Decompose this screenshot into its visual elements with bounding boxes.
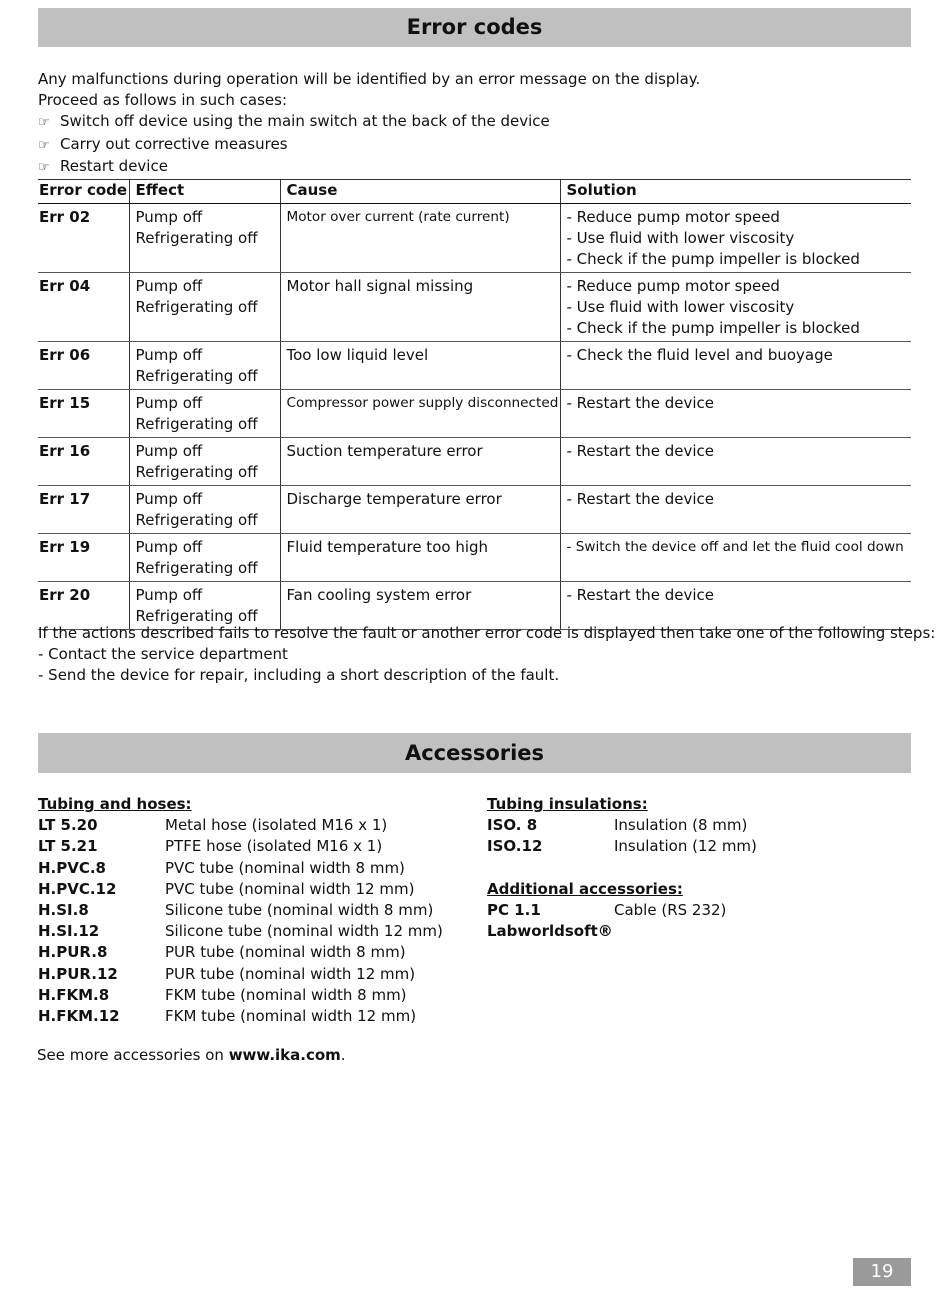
accessory-description: PTFE hose (isolated M16 x 1) (165, 837, 383, 856)
effect-cell (129, 390, 280, 438)
table-row (38, 486, 911, 534)
accessory-description: Insulation (8 mm) (614, 816, 748, 835)
step-text: Restart device (60, 156, 168, 175)
accessory-item (38, 858, 443, 879)
error-code-cell: Err 17 (38, 486, 129, 534)
cell-line: Pump off (135, 277, 203, 295)
table-row (38, 534, 911, 582)
accessory-code: LT 5.20 (38, 816, 98, 835)
see-more-text: See more accessories on (37, 1046, 229, 1064)
cell-line: Refrigerating off (135, 511, 258, 529)
cell-line: Pump off (135, 442, 203, 460)
cell-line: Refrigerating off (135, 607, 258, 625)
cell-line: Refrigerating off (135, 415, 258, 433)
accessory-item (38, 921, 443, 942)
accessory-description: FKM tube (nominal width 8 mm) (165, 985, 407, 1004)
see-more (37, 1045, 346, 1066)
additional-heading: Additional accessories: (487, 879, 683, 898)
effect-cell (129, 342, 280, 390)
cause-cell: Too low liquid level (280, 342, 560, 390)
section-title-accessories: Accessories (38, 733, 911, 773)
cell-line: - Reduce pump motor speed (566, 208, 780, 226)
accessory-item (38, 836, 443, 857)
step-item (38, 134, 700, 156)
cell-line: Pump off (135, 490, 203, 508)
cell-line: - Check the fluid level and buoyage (566, 346, 833, 364)
step-item (38, 111, 700, 133)
error-intro (38, 69, 700, 178)
accessory-item (38, 815, 443, 836)
cause-cell: Fluid temperature too high (280, 534, 560, 582)
cell-line: - Restart the device (566, 442, 715, 460)
accessory-item (487, 900, 757, 921)
header-error-code: Error code (38, 180, 129, 204)
cell-line: - Switch the device off and let the fluid cool down (566, 539, 904, 555)
cell-line: - Restart the device (566, 586, 715, 604)
accessory-item (38, 879, 443, 900)
pointing-hand-icon: ☞ (38, 115, 50, 131)
cell-line: Refrigerating off (135, 298, 258, 316)
solution-cell (560, 342, 911, 390)
accessory-item (38, 942, 443, 963)
accessory-description: PVC tube (nominal width 12 mm) (165, 879, 415, 898)
solution-cell (560, 486, 911, 534)
accessory-item (38, 1006, 443, 1027)
error-code-cell: Err 06 (38, 342, 129, 390)
effect-cell (129, 438, 280, 486)
accessory-code: Labworldsoft® (487, 922, 613, 941)
table-row (38, 204, 911, 273)
cell-line: - Use fluid with lower viscosity (566, 298, 795, 316)
accessory-item (38, 985, 443, 1006)
cell-line: - Restart the device (566, 394, 715, 412)
cell-line: - Restart the device (566, 490, 715, 508)
solution-cell (560, 273, 911, 342)
after-line: If the actions described fails to resolve the fault or another error code is displayed then take one of the following steps: (38, 624, 936, 642)
accessory-code: H.SI.12 (38, 922, 100, 941)
accessory-code: H.FKM.12 (38, 1007, 120, 1026)
cell-line: - Reduce pump motor speed (566, 277, 780, 295)
cause-cell: Motor over current (rate current) (280, 204, 560, 273)
accessory-description: Silicone tube (nominal width 12 mm) (165, 922, 443, 941)
accessory-description: FKM tube (nominal width 12 mm) (165, 1007, 417, 1026)
after-text (38, 623, 935, 687)
error-code-table (38, 179, 911, 630)
cell-line: Pump off (135, 394, 203, 412)
accessory-code: ISO. 8 (487, 816, 538, 835)
cause-cell: Discharge temperature error (280, 486, 560, 534)
cause-cell: Suction temperature error (280, 438, 560, 486)
cause-cell: Motor hall signal missing (280, 273, 560, 342)
insulation-heading: Tubing insulations: (487, 795, 648, 813)
accessory-description: Metal hose (isolated M16 x 1) (165, 816, 388, 835)
solution-cell (560, 534, 911, 582)
step-text: Switch off device using the main switch at the back of the device (60, 112, 550, 131)
section-title-error-codes: Error codes (38, 8, 911, 47)
step-text: Carry out corrective measures (60, 134, 288, 153)
cause-cell: Fan cooling system error (280, 582, 560, 630)
cell-line: - Check if the pump impeller is blocked (566, 250, 860, 268)
accessory-code: H.PVC.12 (38, 879, 117, 898)
accessory-item (38, 964, 443, 985)
header-solution: Solution (560, 180, 911, 204)
accessory-description: PVC tube (nominal width 8 mm) (165, 858, 405, 877)
accessory-code: ISO.12 (487, 837, 543, 856)
error-code-cell: Err 02 (38, 204, 129, 273)
accessory-code: H.FKM.8 (38, 985, 110, 1004)
accessory-description: Cable (RS 232) (614, 900, 727, 919)
insulation-list (487, 794, 757, 942)
cell-line: Refrigerating off (135, 229, 258, 247)
error-code-cell: Err 04 (38, 273, 129, 342)
accessory-code: H.PUR.12 (38, 964, 118, 983)
cell-line: Refrigerating off (135, 463, 258, 481)
accessory-description: PUR tube (nominal width 8 mm) (165, 943, 406, 962)
header-effect: Effect (129, 180, 280, 204)
accessory-description: Silicone tube (nominal width 8 mm) (165, 901, 434, 920)
header-cause: Cause (280, 180, 560, 204)
accessory-item (487, 921, 757, 942)
pointing-hand-icon: ☞ (38, 159, 50, 175)
error-code-cell: Err 16 (38, 438, 129, 486)
after-line: - Contact the service department (38, 645, 288, 664)
effect-cell (129, 486, 280, 534)
cell-line: - Use fluid with lower viscosity (566, 229, 795, 247)
solution-cell (560, 390, 911, 438)
cell-line: Pump off (135, 586, 203, 604)
cell-line: Pump off (135, 538, 203, 556)
error-code-cell: Err 20 (38, 582, 129, 630)
tubing-list (38, 794, 443, 1027)
cause-cell: Compressor power supply disconnected (280, 390, 560, 438)
effect-cell (129, 534, 280, 582)
step-item (38, 156, 700, 178)
pointing-hand-icon: ☞ (38, 137, 50, 153)
cell-line: - Check if the pump impeller is blocked (566, 319, 860, 337)
accessory-code: H.PUR.8 (38, 943, 108, 962)
ika-website-link[interactable]: www.ika.com (228, 1046, 341, 1064)
accessory-description: Insulation (12 mm) (614, 837, 757, 856)
table-row (38, 273, 911, 342)
accessory-item (38, 900, 443, 921)
accessory-code: PC 1.1 (487, 900, 541, 919)
table-row (38, 438, 911, 486)
see-more-suffix: . (340, 1046, 346, 1064)
solution-cell (560, 204, 911, 273)
effect-cell (129, 204, 280, 273)
error-code-cell: Err 19 (38, 534, 129, 582)
table-row (38, 342, 911, 390)
table-row (38, 390, 911, 438)
accessory-code: H.SI.8 (38, 901, 89, 920)
effect-cell (129, 273, 280, 342)
accessory-item (487, 815, 757, 836)
accessory-description: PUR tube (nominal width 12 mm) (165, 964, 416, 983)
accessory-code: H.PVC.8 (38, 858, 106, 877)
tubing-heading: Tubing and hoses: (38, 795, 192, 813)
intro-line: Any malfunctions during operation will be identified by an error message on the display. (38, 70, 701, 88)
accessory-code: LT 5.21 (38, 837, 98, 856)
cell-line: Pump off (135, 346, 203, 364)
solution-cell (560, 438, 911, 486)
page-number: 19 (853, 1258, 911, 1286)
intro-line: Proceed as follows in such cases: (38, 91, 288, 110)
error-code-cell: Err 15 (38, 390, 129, 438)
cell-line: Pump off (135, 208, 203, 226)
table-header-row (38, 180, 911, 204)
accessory-item (487, 836, 757, 857)
cell-line: Refrigerating off (135, 559, 258, 577)
cell-line: Refrigerating off (135, 367, 258, 385)
after-line: - Send the device for repair, including a short description of the fault. (38, 666, 560, 685)
